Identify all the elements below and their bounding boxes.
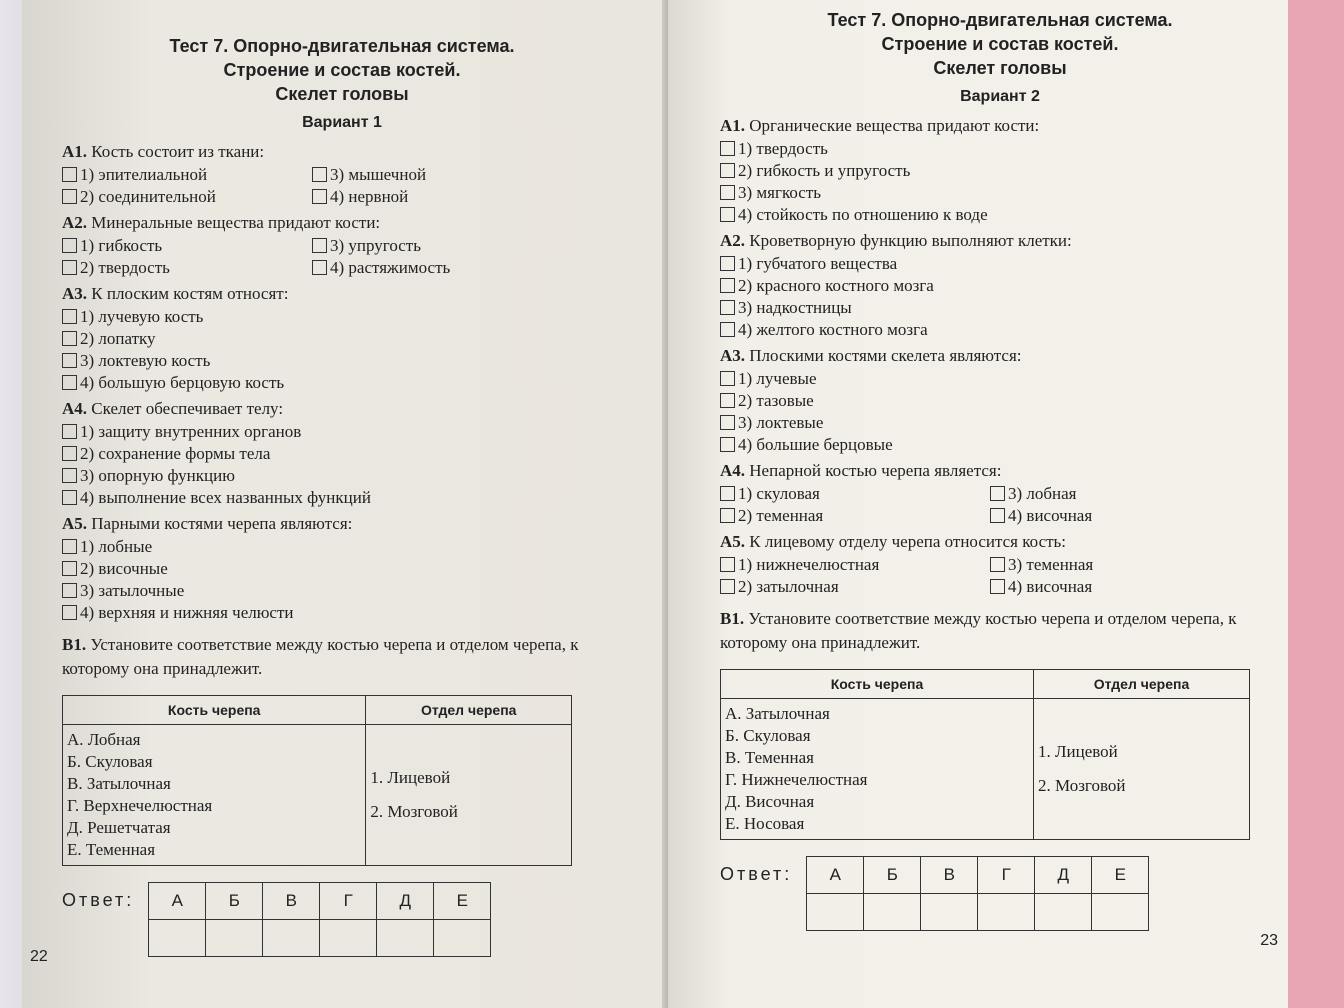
question-text: Минеральные вещества придают кости: <box>91 213 381 232</box>
option[interactable]: 1) губчатого вещества <box>720 253 1280 274</box>
question-a2 <box>720 231 1280 251</box>
left-page-content <box>62 34 622 957</box>
option[interactable]: 3) лобная <box>990 483 1240 504</box>
answer-letter: В <box>263 883 320 920</box>
checkbox[interactable] <box>720 557 735 572</box>
option[interactable]: 4) большую берцовую кость <box>62 372 622 393</box>
answer-cell[interactable] <box>149 920 206 957</box>
option[interactable]: 2) твердость <box>62 257 312 278</box>
option[interactable]: 3) упругость <box>312 235 562 256</box>
option[interactable]: 1) лучевую кость <box>62 306 622 327</box>
checkbox[interactable] <box>720 185 735 200</box>
question-number: A1. <box>720 116 746 135</box>
list-item: 2. Мозговой <box>1038 776 1126 795</box>
checkbox[interactable] <box>62 446 77 461</box>
option[interactable]: 2) гибкость и упругость <box>720 160 1280 181</box>
option[interactable]: 4) стойкость по отношению к воде <box>720 204 1280 225</box>
checkbox[interactable] <box>720 371 735 386</box>
answer-cell[interactable] <box>807 894 864 931</box>
options-a3 <box>720 368 1280 455</box>
bones-list <box>721 699 1034 840</box>
question-a2 <box>62 213 622 233</box>
question-a3 <box>720 346 1280 366</box>
column-header-section: Отдел черепа <box>366 696 572 725</box>
question-number: A4. <box>62 399 88 418</box>
list-item: 1. Лицевой <box>370 768 451 787</box>
test-title-line-1: Тест 7. Опорно-двигательная система. <box>827 10 1173 30</box>
page-number: 23 <box>1260 932 1278 949</box>
checkbox[interactable] <box>990 557 1005 572</box>
option[interactable]: 3) мягкость <box>720 182 1280 203</box>
checkbox[interactable] <box>720 163 735 178</box>
option[interactable]: 1) нижнечелюстная <box>720 554 990 575</box>
option[interactable]: 1) твердость <box>720 138 1280 159</box>
checkbox[interactable] <box>720 437 735 452</box>
answer-letter: Б <box>864 857 921 894</box>
question-number: A3. <box>62 284 88 303</box>
checkbox[interactable] <box>312 260 327 275</box>
option[interactable]: 3) надкостницы <box>720 297 1280 318</box>
options-a2 <box>720 253 1280 340</box>
checkbox[interactable] <box>62 605 77 620</box>
option[interactable]: 2) сохранение формы тела <box>62 443 622 464</box>
question-a5 <box>720 532 1280 552</box>
question-number: A1. <box>62 142 88 161</box>
checkbox[interactable] <box>720 256 735 271</box>
list-item: Г. Нижнечелюстная <box>725 770 868 789</box>
option[interactable]: 3) мышечной <box>312 164 562 185</box>
option[interactable]: 2) лопатку <box>62 328 622 349</box>
list-item: Б. Скуловая <box>67 752 153 771</box>
option[interactable]: 3) опорную функцию <box>62 465 622 486</box>
checkbox[interactable] <box>720 300 735 315</box>
question-text: К плоским костям относят: <box>91 284 289 303</box>
option[interactable]: 4) желтого костного мозга <box>720 319 1280 340</box>
options-a3 <box>62 306 622 393</box>
checkbox[interactable] <box>720 579 735 594</box>
question-text: Парными костями черепа являются: <box>91 514 353 533</box>
options-a1 <box>720 138 1280 225</box>
list-item: 2. Мозговой <box>370 802 458 821</box>
question-number: A5. <box>62 514 88 533</box>
checkbox[interactable] <box>720 207 735 222</box>
question-b1: B1. Установите соответствие между костью черепа и отделом черепа, к которому она принадлежит. <box>720 609 1237 652</box>
option[interactable]: 4) верхняя и нижняя челюсти <box>62 602 622 623</box>
answer-letter: Г <box>320 883 377 920</box>
checkbox[interactable] <box>62 468 77 483</box>
checkbox[interactable] <box>62 260 77 275</box>
matching-table <box>62 695 572 866</box>
option[interactable]: 4) височная <box>990 505 1240 526</box>
option[interactable]: 1) защиту внутренних органов <box>62 421 622 442</box>
answer-cell[interactable] <box>377 920 434 957</box>
question-text: Плоскими костями скелета являются: <box>749 346 1022 365</box>
answer-letter: Д <box>1035 857 1092 894</box>
answer-cell[interactable] <box>1035 894 1092 931</box>
checkbox[interactable] <box>62 353 77 368</box>
question-number: A5. <box>720 532 746 551</box>
checkbox[interactable] <box>720 486 735 501</box>
column-header-section: Отдел черепа <box>1034 670 1250 699</box>
options-a1 <box>62 164 622 207</box>
list-item: А. Затылочная <box>725 704 830 723</box>
answer-area <box>720 856 1280 931</box>
checkbox[interactable] <box>62 424 77 439</box>
question-text: К лицевому отделу черепа относится кость: <box>749 532 1067 551</box>
question-number: A2. <box>720 231 746 250</box>
answer-letter: Е <box>434 883 491 920</box>
checkbox[interactable] <box>62 561 77 576</box>
question-number: A2. <box>62 213 88 232</box>
right-page-content <box>720 8 1280 931</box>
option[interactable]: 1) лучевые <box>720 368 1280 389</box>
list-item: 1. Лицевой <box>1038 742 1118 761</box>
sections-list <box>1034 699 1250 840</box>
list-item: Д. Височная <box>725 792 815 811</box>
checkbox[interactable] <box>990 579 1005 594</box>
test-title-line-3: Скелет головы <box>275 84 409 104</box>
variant-label: Вариант 1 <box>302 114 382 131</box>
question-text: Кость состоит из ткани: <box>91 142 265 161</box>
answer-letter: В <box>921 857 978 894</box>
option[interactable]: 1) гибкость <box>62 235 312 256</box>
option[interactable]: 2) височные <box>62 558 622 579</box>
options-a2 <box>62 235 622 278</box>
checkbox[interactable] <box>720 415 735 430</box>
option[interactable]: 1) скуловая <box>720 483 990 504</box>
options-a4 <box>720 483 1280 526</box>
left-page <box>22 0 670 1008</box>
checkbox[interactable] <box>62 167 77 182</box>
answer-letter: Г <box>978 857 1035 894</box>
checkbox[interactable] <box>720 508 735 523</box>
checkbox[interactable] <box>62 375 77 390</box>
list-item: А. Лобная <box>67 730 141 749</box>
answer-letter: Д <box>377 883 434 920</box>
answer-letter: Б <box>206 883 263 920</box>
answer-grid <box>148 882 491 957</box>
option[interactable]: 4) височная <box>990 576 1240 597</box>
list-item: Е. Носовая <box>725 814 805 833</box>
option[interactable]: 3) локтевые <box>720 412 1280 433</box>
column-header-bone: Кость черепа <box>721 670 1034 699</box>
question-b1: B1. Установите соответствие между костью черепа и отделом черепа, к которому она принадлежит. <box>62 635 579 678</box>
variant-label: Вариант 2 <box>960 88 1040 105</box>
answer-cell[interactable] <box>1092 894 1149 931</box>
checkbox[interactable] <box>312 238 327 253</box>
option[interactable]: 2) красного костного мозга <box>720 275 1280 296</box>
option[interactable]: 2) тазовые <box>720 390 1280 411</box>
question-text: Кроветворную функцию выполняют клетки: <box>749 231 1072 250</box>
answer-cell[interactable] <box>320 920 377 957</box>
bones-list <box>63 725 366 866</box>
options-a4 <box>62 421 622 508</box>
checkbox[interactable] <box>990 486 1005 501</box>
checkbox[interactable] <box>312 189 327 204</box>
checkbox[interactable] <box>62 490 77 505</box>
answer-cell[interactable] <box>206 920 263 957</box>
question-a4 <box>62 399 622 419</box>
checkbox[interactable] <box>62 331 77 346</box>
checkbox[interactable] <box>720 141 735 156</box>
checkbox[interactable] <box>62 583 77 598</box>
option[interactable]: 4) растяжимость <box>312 257 562 278</box>
checkbox[interactable] <box>720 393 735 408</box>
option[interactable]: 4) выполнение всех названных функций <box>62 487 622 508</box>
test-title-line-1: Тест 7. Опорно-двигательная система. <box>169 36 515 56</box>
checkbox[interactable] <box>62 309 77 324</box>
question-a1 <box>62 142 622 162</box>
question-number: A4. <box>720 461 746 480</box>
answer-cell[interactable] <box>978 894 1035 931</box>
question-text: Скелет обеспечивает телу: <box>91 399 284 418</box>
question-a3 <box>62 284 622 304</box>
matching-table <box>720 669 1250 840</box>
option[interactable]: 4) нервной <box>312 186 562 207</box>
list-item: Б. Скуловая <box>725 726 811 745</box>
test-title-line-3: Скелет головы <box>933 58 1067 78</box>
checkbox[interactable] <box>990 508 1005 523</box>
answer-label: Ответ: <box>720 864 793 884</box>
checkbox[interactable] <box>62 238 77 253</box>
option[interactable]: 2) соединительной <box>62 186 312 207</box>
option[interactable]: 1) лобные <box>62 536 622 557</box>
question-a4 <box>720 461 1280 481</box>
question-number: A3. <box>720 346 746 365</box>
test-title-line-2: Строение и состав костей. <box>223 60 461 80</box>
list-item: Д. Решетчатая <box>67 818 171 837</box>
question-a5 <box>62 514 622 534</box>
options-a5 <box>62 536 622 623</box>
list-item: В. Затылочная <box>67 774 171 793</box>
answer-letter: А <box>807 857 864 894</box>
checkbox[interactable] <box>62 189 77 204</box>
answer-cell[interactable] <box>921 894 978 931</box>
test-title-line-2: Строение и состав костей. <box>881 34 1119 54</box>
checkbox[interactable] <box>720 278 735 293</box>
answer-cell[interactable] <box>434 920 491 957</box>
list-item: В. Теменная <box>725 748 814 767</box>
option[interactable]: 2) теменная <box>720 505 990 526</box>
page-number: 22 <box>30 948 48 965</box>
question-text: Органические вещества придают кости: <box>749 116 1040 135</box>
question-a1 <box>720 116 1280 136</box>
option[interactable]: 4) большие берцовые <box>720 434 1280 455</box>
option[interactable]: 3) теменная <box>990 554 1240 575</box>
question-text: Непарной костью черепа является: <box>749 461 1002 480</box>
sections-list <box>366 725 572 866</box>
options-a5 <box>720 554 1280 597</box>
option[interactable]: 1) эпителиальной <box>62 164 312 185</box>
checkbox[interactable] <box>62 539 77 554</box>
answer-cell[interactable] <box>864 894 921 931</box>
checkbox[interactable] <box>720 322 735 337</box>
checkbox[interactable] <box>312 167 327 182</box>
list-item: Е. Теменная <box>67 840 156 859</box>
column-header-bone: Кость черепа <box>63 696 366 725</box>
answer-grid <box>806 856 1149 931</box>
answer-letter: Е <box>1092 857 1149 894</box>
option[interactable]: 2) затылочная <box>720 576 990 597</box>
option[interactable]: 3) затылочные <box>62 580 622 601</box>
answer-cell[interactable] <box>263 920 320 957</box>
answer-letter: А <box>149 883 206 920</box>
list-item: Г. Верхнечелюстная <box>67 796 213 815</box>
right-page <box>668 0 1288 1008</box>
option[interactable]: 3) локтевую кость <box>62 350 622 371</box>
answer-label: Ответ: <box>62 890 135 910</box>
answer-area <box>62 882 622 957</box>
